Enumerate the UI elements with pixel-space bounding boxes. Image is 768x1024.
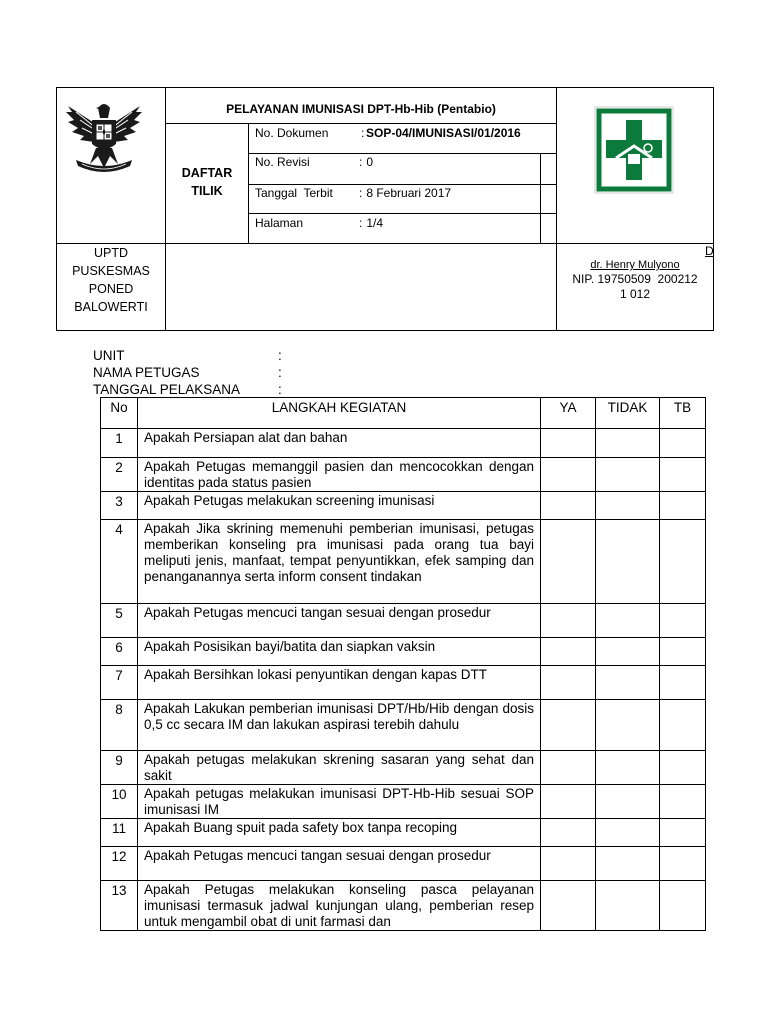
checkbox-cell-ya[interactable]: [541, 819, 596, 847]
meta-label-unit: UNIT: [93, 348, 125, 363]
table-row: [101, 700, 706, 751]
row-step-text: Apakah Petugas melakukan screening imunisasi: [138, 492, 541, 520]
row-step-text: Apakah Lakukan pemberian imunisasi DPT/Hb/Hib dengan dosis 0,5 cc secara IM dan lakukan aspirasi terebih dahulu: [138, 700, 541, 751]
checkbox-cell-tidak[interactable]: [596, 785, 660, 819]
institution-line: UPTD: [93, 246, 129, 260]
field-value-no-dokumen: SOP-04/IMUNISASI/01/2016: [366, 126, 521, 140]
checkbox-cell-tidak[interactable]: [596, 666, 660, 700]
table-row: [101, 638, 706, 666]
checkbox-cell-tidak[interactable]: [596, 751, 660, 785]
field-label-tanggal-terbit: Tanggal Terbit: [255, 186, 333, 200]
checkbox-cell-tb[interactable]: [660, 819, 706, 847]
row-number: 5: [101, 604, 138, 638]
checkbox-cell-tb[interactable]: [660, 666, 706, 700]
row-step-text: Apakah petugas melakukan skrening sasaran yang sehat dan sakit: [138, 751, 541, 785]
institution-line: PUSKESMAS: [72, 264, 150, 278]
checkbox-cell-ya[interactable]: [541, 492, 596, 520]
row-number: 7: [101, 666, 138, 700]
checkbox-cell-ya[interactable]: [541, 520, 596, 604]
garuda-emblem-icon: [62, 98, 146, 180]
checkbox-cell-tb[interactable]: [660, 458, 706, 492]
checkbox-cell-tidak[interactable]: [596, 638, 660, 666]
row-step-text: Apakah Jika skrining memenuhi pemberian imunisasi, petugas memberikan konseling pra imunisasi pada orang tua bayi meliputi jenis, manfaat, tempat penyuntikkan, efek samping dan penanganannya serta inform consent tindakan: [138, 520, 541, 604]
meta-sep: :: [278, 348, 282, 363]
signer-nip-line2: 1 012: [619, 287, 651, 301]
institution-line: PONED: [88, 282, 134, 296]
checkbox-cell-tb[interactable]: [660, 520, 706, 604]
table-row: [101, 520, 706, 604]
signer-name: dr. Henry Mulyono: [590, 259, 680, 271]
row-number: 2: [101, 458, 138, 492]
checkbox-cell-ya[interactable]: [541, 666, 596, 700]
institution-name: [57, 244, 165, 316]
checkbox-cell-tb[interactable]: [660, 881, 706, 931]
checkbox-cell-ya[interactable]: [541, 638, 596, 666]
checkbox-cell-tidak[interactable]: [596, 604, 660, 638]
row-number: 12: [101, 847, 138, 881]
signer-top-char: D: [705, 244, 714, 258]
meta-sep: :: [278, 382, 282, 397]
row-number: 9: [101, 751, 138, 785]
checkbox-cell-tb[interactable]: [660, 700, 706, 751]
checkbox-cell-tidak[interactable]: [596, 429, 660, 458]
table-header-row: [101, 398, 706, 429]
row-step-text: Apakah Persiapan alat dan bahan: [138, 429, 541, 458]
meta-label-tanggal-pelaksana: TANGGAL PELAKSANA: [93, 382, 241, 397]
field-value-no-revisi: 0: [363, 155, 374, 169]
row-step-text: Apakah Petugas mencuci tangan sesuai dengan prosedur: [138, 604, 541, 638]
checkbox-cell-ya[interactable]: [541, 604, 596, 638]
checkbox-cell-ya[interactable]: [541, 847, 596, 881]
signer-nip-line1: NIP. 19750509 200212: [572, 272, 698, 286]
table-row: [101, 604, 706, 638]
checkbox-cell-tb[interactable]: [660, 429, 706, 458]
institution-line: BALOWERTI: [74, 300, 148, 314]
checkbox-cell-tidak[interactable]: [596, 847, 660, 881]
doc-type-label: [166, 164, 248, 200]
checkbox-cell-tb[interactable]: [660, 604, 706, 638]
table-row: [101, 666, 706, 700]
row-number: 13: [101, 881, 138, 931]
checklist-body: [101, 429, 706, 931]
field-sep: :: [359, 155, 363, 169]
checkbox-cell-tidak[interactable]: [596, 700, 660, 751]
header-ya: YA: [541, 398, 596, 429]
table-row: [101, 881, 706, 931]
checkbox-cell-ya[interactable]: [541, 785, 596, 819]
checkbox-cell-tidak[interactable]: [596, 492, 660, 520]
checkbox-cell-ya[interactable]: [541, 700, 596, 751]
row-number: 6: [101, 638, 138, 666]
checkbox-cell-ya[interactable]: [541, 458, 596, 492]
header-langkah-kegiatan: LANGKAH KEGIATAN: [138, 398, 541, 429]
field-label-no-dokumen: No. Dokumen: [255, 126, 329, 140]
checkbox-cell-tb[interactable]: [660, 847, 706, 881]
row-step-text: Apakah Posisikan bayi/batita dan siapkan vaksin: [138, 638, 541, 666]
row-number: 10: [101, 785, 138, 819]
field-value-halaman: 1/4: [363, 216, 384, 230]
meta-sep: :: [278, 365, 282, 380]
header-no: No: [101, 398, 138, 429]
row-number: 11: [101, 819, 138, 847]
table-row: [101, 785, 706, 819]
header-tidak: TIDAK: [596, 398, 660, 429]
row-number: 3: [101, 492, 138, 520]
checkbox-cell-ya[interactable]: [541, 881, 596, 931]
row-step-text: Apakah Petugas melakukan konseling pasca pelayanan imunisasi termasuk jadwal kunjungan ulang, pemberian resep untuk mengambil obat di unit farmasi dan: [138, 881, 541, 931]
checklist-table: [100, 397, 706, 931]
checkbox-cell-ya[interactable]: [541, 751, 596, 785]
checkbox-cell-tidak[interactable]: [596, 819, 660, 847]
row-number: 8: [101, 700, 138, 751]
checkbox-cell-tb[interactable]: [660, 638, 706, 666]
table-row: [101, 429, 706, 458]
table-row: [101, 819, 706, 847]
field-label-halaman: Halaman: [255, 216, 304, 230]
field-label-no-revisi: No. Revisi: [255, 155, 310, 169]
checkbox-cell-tb[interactable]: [660, 492, 706, 520]
field-sep: :: [359, 186, 363, 200]
checkbox-cell-tidak[interactable]: [596, 520, 660, 604]
field-sep: :: [361, 126, 365, 140]
meta-label-nama-petugas: NAMA PETUGAS: [93, 365, 200, 380]
table-row: [101, 847, 706, 881]
row-number: 4: [101, 520, 138, 604]
checkbox-cell-ya[interactable]: [541, 429, 596, 458]
doc-type-line2: TILIK: [191, 184, 223, 198]
document-title: PELAYANAN IMUNISASI DPT-Hb-Hib (Pentabio): [226, 102, 496, 116]
doc-type-line1: DAFTAR: [181, 166, 233, 180]
table-row: [101, 458, 706, 492]
row-step-text: Apakah Petugas mencuci tangan sesuai dengan prosedur: [138, 847, 541, 881]
field-sep: :: [359, 216, 363, 230]
row-step-text: Apakah petugas melakukan imunisasi DPT-Hb-Hib sesuai SOP imunisasi IM: [138, 785, 541, 819]
row-number: 1: [101, 429, 138, 458]
checkbox-cell-tidak[interactable]: [596, 458, 660, 492]
checkbox-cell-tb[interactable]: [660, 751, 706, 785]
table-row: [101, 492, 706, 520]
signer-nip: [557, 272, 713, 302]
puskesmas-cross-logo-icon: [594, 106, 676, 196]
row-step-text: Apakah Buang spuit pada safety box tanpa recoping: [138, 819, 541, 847]
table-row: [101, 751, 706, 785]
header-tb: TB: [660, 398, 706, 429]
row-step-text: Apakah Bersihkan lokasi penyuntikan dengan kapas DTT: [138, 666, 541, 700]
row-step-text: Apakah Petugas memanggil pasien dan mencocokkan dengan identitas pada status pasien: [138, 458, 541, 492]
field-value-tanggal-terbit: 8 Februari 2017: [363, 186, 452, 200]
checkbox-cell-tidak[interactable]: [596, 881, 660, 931]
checkbox-cell-tb[interactable]: [660, 785, 706, 819]
